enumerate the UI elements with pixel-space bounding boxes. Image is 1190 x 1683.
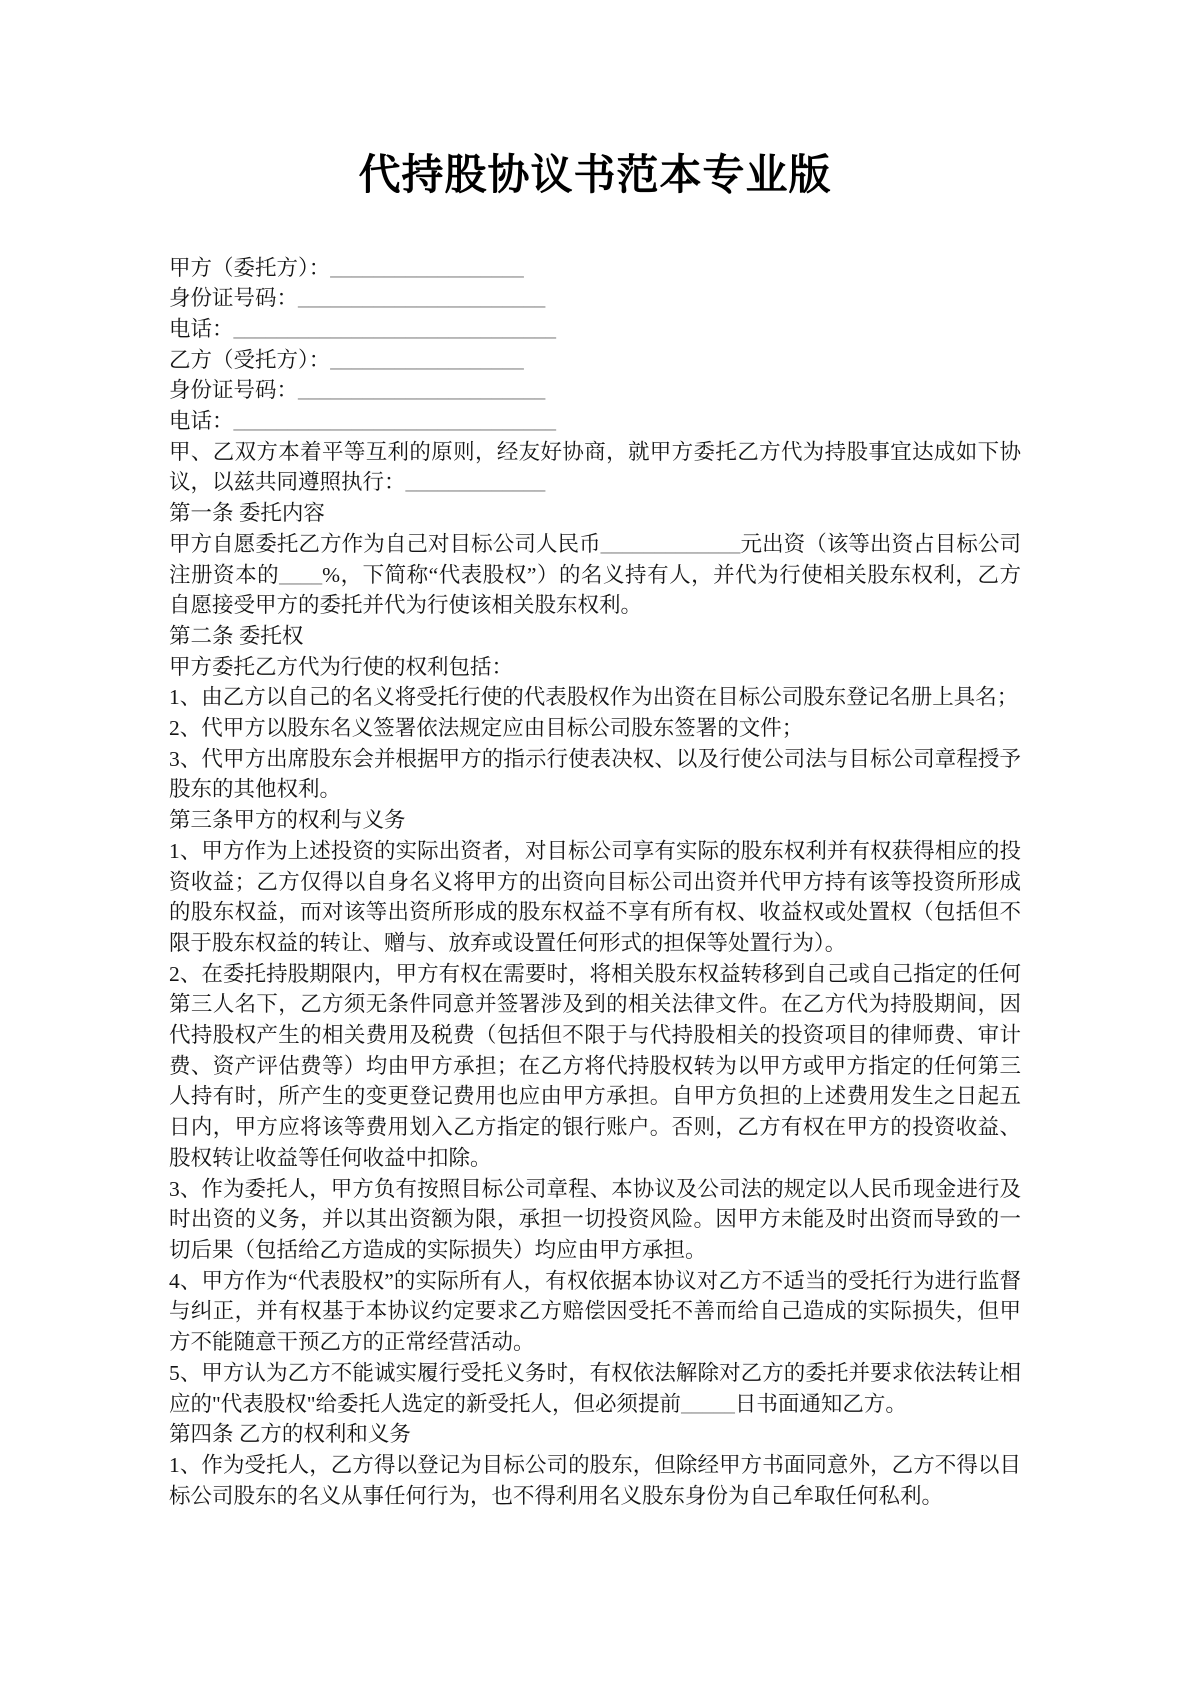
article-3-item-5-blank-line: _____ — [681, 1391, 735, 1416]
party-a-phone-field-text: 电话： — [169, 316, 234, 341]
party-b-id-field — [169, 375, 1021, 406]
party-a-name-field — [169, 253, 1021, 284]
document-title: 代持股协议书范本专业版 — [358, 153, 832, 199]
article-3-item-1 — [169, 836, 1021, 959]
article-3-item-4-text: 4、甲方作为“代表股权”的实际所有人，有权依据本协议对乙方不适当的受托行为进行监督与纠正，并有权基于本协议约定要求乙方赔偿因受托不善而给自己造成的实际损失，但甲方不能随意干预乙方的正常经营活动。 — [169, 1268, 1021, 1355]
article-1-body — [169, 529, 1021, 621]
article-2-item-1 — [169, 682, 1021, 713]
article-3-item-5-text: 5、甲方认为乙方不能诚实履行受托义务时，有权依法解除对乙方的委托并要求依法转让相应的"代表股权"给委托人选定的新受托人，但必须提前 — [169, 1360, 1021, 1416]
article-3-item-3-text: 3、作为委托人，甲方负有按照目标公司章程、本协议及公司法的规定以人民币现金进行及时出资的义务，并以其出资额为限，承担一切投资风险。因甲方未能及时出资而导致的一切后果（包括给乙方造成的实际损失）均应由甲方承担。 — [169, 1176, 1021, 1262]
article-2-item-2-text: 2、代甲方以股东名义签署依法规定应由目标公司股东签署的文件； — [169, 716, 804, 741]
party-b-id-field-text: 身份证号码： — [169, 378, 299, 403]
party-a-name-field-blank-line: __________________ — [330, 255, 524, 280]
article-3-item-4 — [169, 1266, 1021, 1358]
article-2-item-2 — [169, 713, 1021, 744]
article-1-body-blank-line: _____________ — [600, 531, 741, 556]
party-a-phone-field — [169, 314, 1021, 345]
party-b-name-field-text: 乙方（受托方）： — [169, 347, 331, 372]
article-3-heading-text: 第三条甲方的权利与义务 — [169, 808, 406, 833]
document-body — [169, 253, 1021, 1512]
party-a-id-field-text: 身份证号码： — [169, 286, 299, 311]
party-b-id-field-blank-line: _______________________ — [298, 378, 546, 403]
article-3-item-5 — [169, 1358, 1021, 1419]
party-b-phone-field-text: 电话： — [169, 409, 234, 434]
party-b-name-field — [169, 345, 1021, 376]
article-3-item-5-text: 日书面通知乙方。 — [734, 1391, 907, 1416]
party-b-phone-field — [169, 406, 1021, 437]
article-4-heading-text: 第四条 乙方的权利和义务 — [169, 1422, 411, 1447]
article-3-item-2 — [169, 959, 1021, 1174]
article-2-item-1-text: 1、由乙方以自己的名义将受托行使的代表股权作为出资在目标公司股东登记名册上具名； — [169, 685, 1019, 710]
article-2-heading — [169, 621, 1021, 652]
party-a-phone-field-blank-line: ______________________________ — [233, 316, 557, 341]
article-1-body-blank-line: ____ — [279, 562, 323, 587]
preamble-text: 甲、乙双方本着平等互利的原则，经友好协商，就甲方委托乙方代为持股事宜达成如下协议，以兹共同遵照执行： — [169, 439, 1021, 495]
party-b-phone-field-blank-line: ______________________________ — [233, 409, 557, 434]
party-a-id-field-blank-line: _______________________ — [298, 286, 546, 311]
article-1-heading-text: 第一条 委托内容 — [169, 501, 325, 526]
article-3-item-2-text: 2、在委托持股期限内，甲方有权在需要时，将相关股东权益转移到自己或自己指定的任何第三人名下，乙方须无条件同意并签署涉及到的相关法律文件。在乙方代为持股期间，因代持股权产生的相关费用及税费（包括但不限于与代持股相关的投资项目的律师费、审计费、资产评估费等）均由甲方承担；在乙方将代持股权转为以甲方或甲方指定的任何第三人持有时，所产生的变更登记费用也应由甲方承担。自甲方负担的上述费用发生之日起五日内，甲方应将该等费用划入乙方指定的银行账户。否则，乙方有权在甲方的投资收益、股权转让收益等任何收益中扣除。 — [169, 961, 1021, 1170]
article-2-intro-text: 甲方委托乙方代为行使的权利包括： — [169, 654, 514, 679]
article-4-item-1-text: 1、作为受托人，乙方得以登记为目标公司的股东，但除经甲方书面同意外，乙方不得以目标公司股东的名义从事任何行为，也不得利用名义股东身份为自己牟取任何私利。 — [169, 1452, 1021, 1508]
article-1-body-text: %，下简称“代表股权”）的名义持有人，并代为行使相关股东权利，乙方自愿接受甲方的委托并代为行使该相关股东权利。 — [169, 562, 1021, 618]
party-b-name-field-blank-line: __________________ — [330, 347, 524, 372]
article-1-heading — [169, 498, 1021, 529]
article-4-heading — [169, 1419, 1021, 1450]
preamble-blank-line: _____________ — [405, 470, 546, 495]
article-2-item-3-text: 3、代甲方出席股东会并根据甲方的指示行使表决权、以及行使公司法与目标公司章程授予股东的其他权利。 — [169, 746, 1021, 802]
article-2-item-3 — [169, 744, 1021, 805]
party-a-id-field — [169, 283, 1021, 314]
article-1-body-text: 元出资（该等出资占目标公司注册资本的 — [169, 531, 1021, 587]
article-3-item-1-text: 1、甲方作为上述投资的实际出资者，对目标公司享有实际的股东权利并有权获得相应的投资收益；乙方仅得以自身名义将甲方的出资向目标公司出资并代甲方持有该等投资所形成的股东权益，而对该等出资所形成的股东权益不享有所有权、收益权或处置权（包括但不限于股东权益的转让、赠与、放弃或设置任何形式的担保等处置行为）。 — [169, 838, 1021, 955]
preamble — [169, 437, 1021, 498]
article-1-body-text: 甲方自愿委托乙方作为自己对目标公司人民币 — [169, 531, 601, 556]
party-a-name-field-text: 甲方（委托方）： — [169, 255, 331, 280]
article-3-heading — [169, 805, 1021, 836]
article-2-intro — [169, 652, 1021, 683]
article-2-heading-text: 第二条 委托权 — [169, 623, 304, 648]
article-3-item-3 — [169, 1174, 1021, 1266]
article-4-item-1 — [169, 1450, 1021, 1511]
